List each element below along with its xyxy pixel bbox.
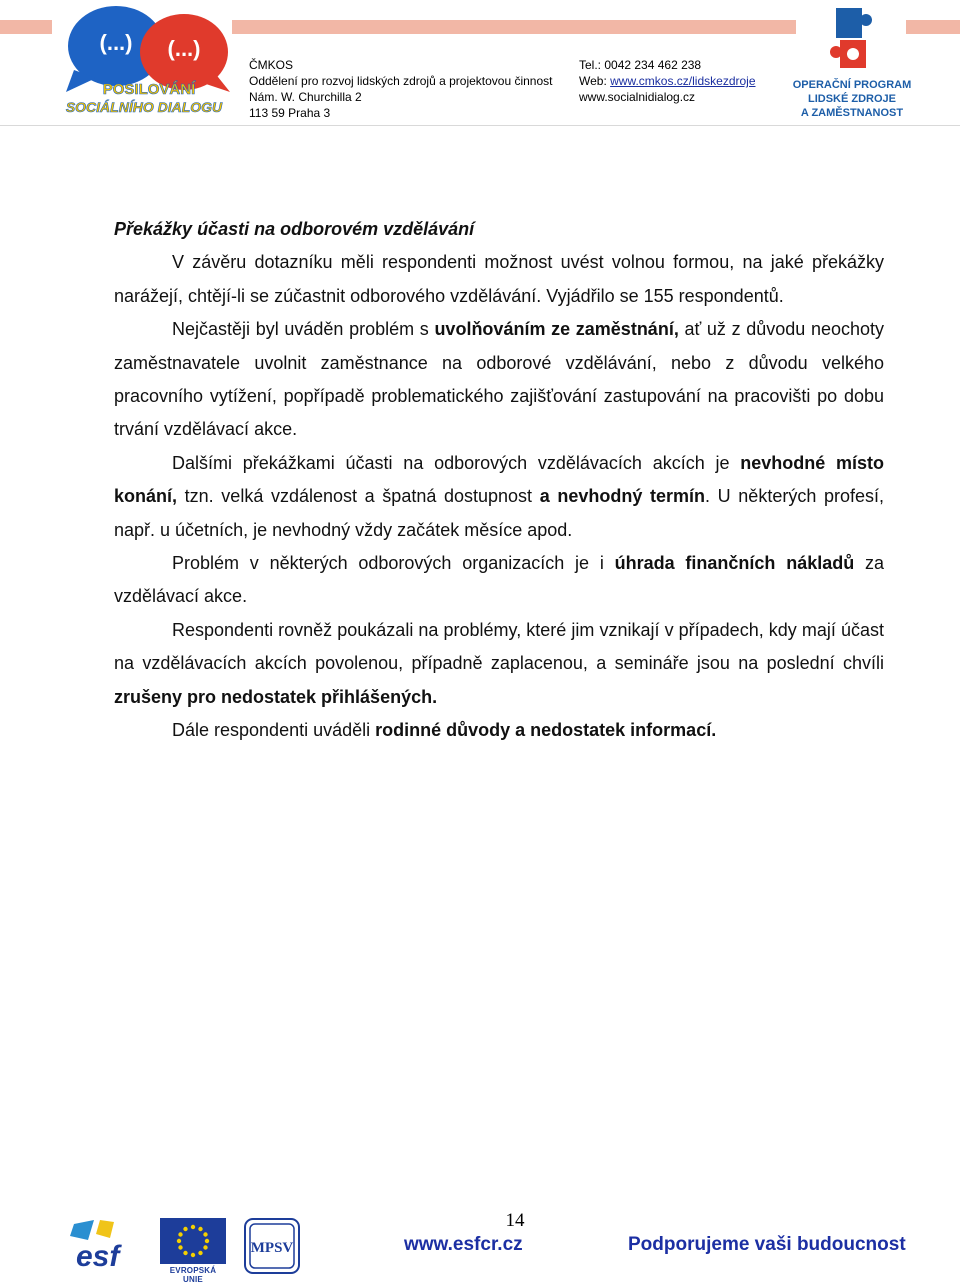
mpsv-text: MPSV (250, 1240, 294, 1256)
address-street: Nám. W. Churchilla 2 (249, 90, 362, 104)
paragraph-6 (114, 714, 884, 747)
page-number: 14 (505, 1210, 525, 1231)
p5-text-a: Respondenti rovněž poukázali na problémy, které jim vznikají v případech, kdy mají účast na vzdělávacích akcích povolenou, případně zaplacenou, a semináře jsou na poslední chvíli (114, 619, 884, 674)
p3-text-c: tzn. velká vzdálenost a špatná dostupnost (177, 486, 540, 507)
header-bar-right (906, 20, 960, 34)
footer-slogan: Podporujeme vaši budoucnost (628, 1234, 906, 1255)
footer-url-link[interactable]: www.esfcr.cz (404, 1234, 523, 1255)
p3-bold-d: a nevhodný termín (539, 486, 706, 507)
contact-web-line (579, 73, 756, 89)
header-bar-center (232, 20, 796, 34)
logo-line1: POSILOVÁNÍ (102, 81, 196, 98)
logo-bubble-left-text: (...) (99, 30, 133, 55)
mpsv-logo (244, 1218, 300, 1274)
p5-bold-b: zrušeny pro nedostatek přihlášených. (114, 686, 438, 707)
p4-text-c: za vzdělávací akce. (114, 553, 885, 607)
p2-bold-b: uvolňováním ze zaměstnání, (434, 319, 679, 340)
logo-bubble-right-text: (...) (167, 36, 201, 61)
p2-text-a: Nejčastěji byl uváděn problém s (172, 319, 435, 340)
op-line1: OPERAČNÍ PROGRAM (792, 79, 912, 91)
paragraph-3 (114, 447, 884, 547)
header-contact (579, 57, 756, 105)
p3-text-a: Dalšími překážkami účasti na odborových vzdělávacích akcích je (172, 452, 741, 473)
op-line3: A ZAMĚSTNANOST (800, 107, 904, 119)
posilovani-socialniho-dialogu-logo (54, 0, 244, 122)
address-city: 113 59 Praha 3 (249, 106, 331, 120)
esf-text: esf (76, 1240, 120, 1272)
paragraph-5 (114, 614, 884, 714)
paragraph-4 (114, 547, 884, 614)
p3-bold-b: nevhodné místo konání, (114, 452, 884, 507)
contact-tel: Tel.: 0042 234 462 238 (579, 58, 702, 72)
contact-web2: www.socialnidialog.cz (579, 90, 696, 104)
p6-bold-b: rodinné důvody a nedostatek informací. (375, 720, 717, 741)
contact-web-link[interactable]: www.cmkos.cz/lidskezdroje (610, 74, 756, 88)
paragraph-1: V závěru dotazníku měli respondenti možnost uvést volnou formou, na jaké překážky narážejí, chtějí-li se zúčastnit odborového vzdělávání. Vyjádřilo se 155 respondentů. (114, 252, 884, 306)
esf-logo (70, 1218, 146, 1272)
p6-text-a: Dále respondenti uváděli (172, 720, 376, 741)
paragraph-2 (114, 313, 884, 447)
header-address (249, 57, 553, 121)
op-lzz-logo-text (790, 78, 914, 120)
document-body (114, 213, 884, 748)
eu-caption: EVROPSKÁ UNIE (169, 1266, 217, 1284)
op-line2: LIDSKÉ ZDROJE (807, 93, 896, 105)
section-heading: Překážky účasti na odborovém vzdělávání (114, 219, 475, 239)
logo-line2: SOCIÁLNÍHO DIALOGU (65, 99, 223, 115)
p4-bold-b: úhrada finančních nákladů (614, 553, 855, 574)
address-dept: Oddělení pro rozvoj lidských zdrojů a projektovou činnost (249, 74, 553, 88)
p4-text-a: Problém v některých odborových organizacích je i (172, 553, 615, 574)
header-divider (0, 125, 960, 126)
eu-flag-logo (160, 1218, 226, 1264)
contact-web-label: Web: (579, 74, 611, 88)
header-bar-left (0, 20, 52, 34)
address-org: ČMKOS (249, 58, 294, 72)
p2-text-c: ať už z důvodu neochoty zaměstnavatele uvolnit zaměstnance na odborové vzdělávání, nebo z důvodu velkého pracovního vytížení, popřípadě problematického zajišťování zastupování na pracovišti po dobu trvání vzdělávací akce. (114, 319, 885, 440)
p3-text-e: . U některých profesí, např. u účetních, je nevhodný vždy začátek měsíce apod. (114, 486, 885, 540)
